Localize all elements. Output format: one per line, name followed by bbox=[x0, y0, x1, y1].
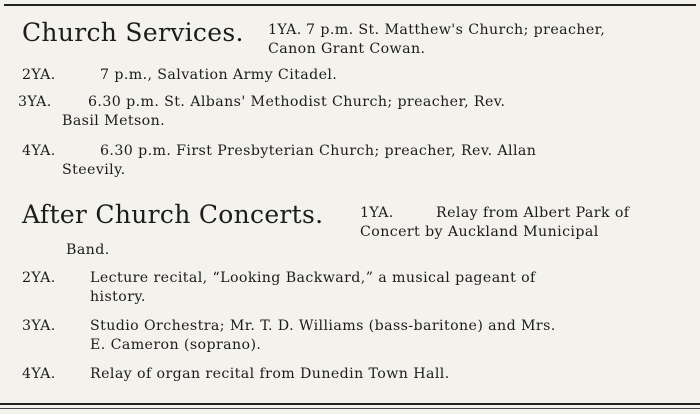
cs-1ya-line2: Canon Grant Cowan. bbox=[268, 41, 426, 57]
ac-4ya-station: 4YA. bbox=[22, 366, 56, 382]
ac-1ya-line1: Relay from Albert Park of bbox=[436, 205, 630, 221]
cs-2ya-line1: 7 p.m., Salvation Army Citadel. bbox=[100, 67, 338, 83]
ac-2ya-line1: Lecture recital, “Looking Backward,” a musical pageant of bbox=[90, 270, 536, 286]
ac-3ya-line1: Studio Orchestra; Mr. T. D. Williams (bass-baritone) and Mrs. bbox=[90, 318, 556, 334]
bottom-rule bbox=[0, 403, 700, 405]
cs-4ya-station: 4YA. bbox=[22, 143, 56, 159]
ac-3ya-station: 3YA. bbox=[22, 318, 56, 334]
ac-4ya-line1: Relay of organ recital from Dunedin Town Hall. bbox=[90, 366, 450, 382]
ac-1ya-line2: Concert by Auckland Municipal bbox=[360, 224, 599, 240]
cs-3ya-line1: 6.30 p.m. St. Albans' Methodist Church; preacher, Rev. bbox=[88, 94, 506, 110]
cs-2ya-station: 2YA. bbox=[22, 67, 56, 83]
top-rule bbox=[4, 4, 696, 6]
cs-4ya-line1: 6.30 p.m. First Presbyterian Church; preacher, Rev. Allan bbox=[100, 143, 537, 159]
after-church-heading: After Church Concerts. bbox=[22, 200, 324, 229]
ac-1ya-line3: Band. bbox=[66, 242, 110, 258]
ac-1ya-station: 1YA. bbox=[360, 205, 394, 221]
cs-3ya-line2: Basil Metson. bbox=[62, 113, 166, 129]
cs-4ya-line2: Steevily. bbox=[62, 162, 126, 178]
church-services-heading: Church Services. bbox=[22, 18, 244, 47]
ac-2ya-line2: history. bbox=[90, 289, 146, 305]
cs-1ya-line1: 7 p.m. St. Matthew's Church; preacher, bbox=[306, 22, 606, 38]
cs-1ya-station: 1YA. bbox=[268, 22, 302, 38]
cs-3ya-station: 3YA. bbox=[18, 94, 52, 110]
ac-3ya-line2: E. Cameron (soprano). bbox=[90, 337, 262, 353]
ac-2ya-station: 2YA. bbox=[22, 270, 56, 286]
bottom-rule-thin bbox=[0, 408, 700, 409]
